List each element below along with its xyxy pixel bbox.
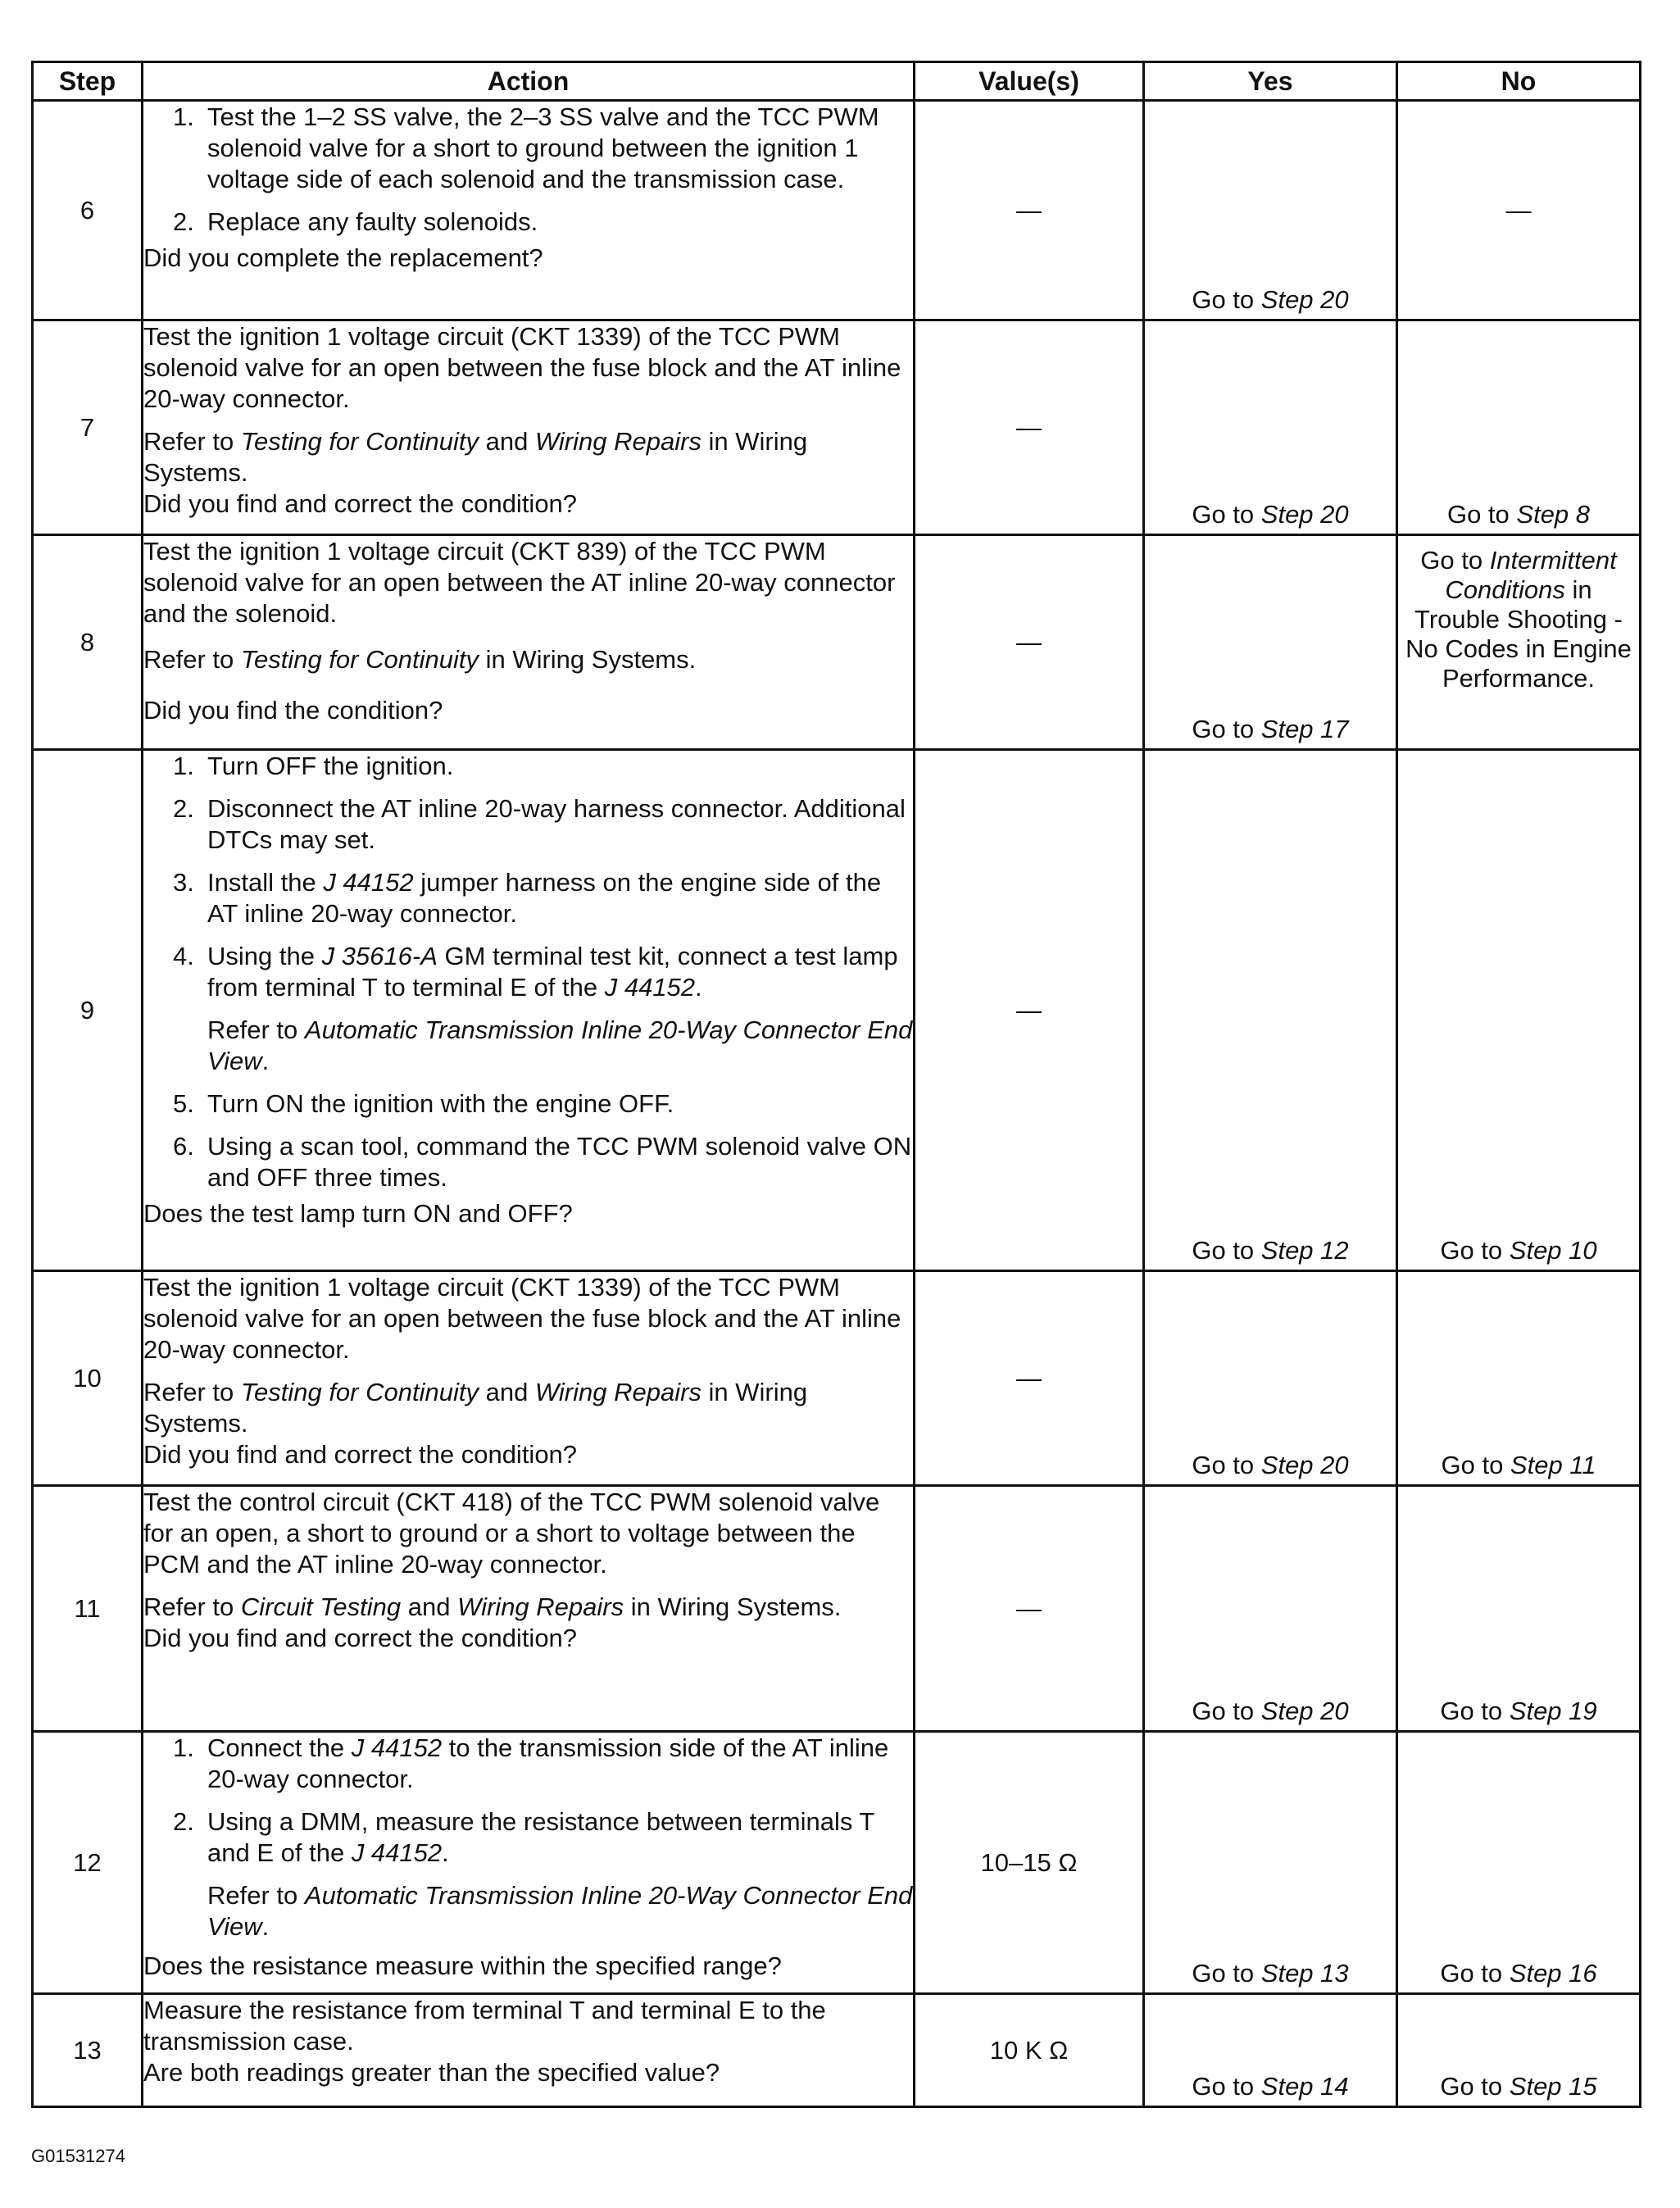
header-values: Value(s) xyxy=(915,62,1144,101)
action-list xyxy=(143,751,913,1193)
value-cell: — xyxy=(915,1486,1144,1732)
no-goto: Go to Step 10 xyxy=(1440,1236,1597,1265)
header-action: Action xyxy=(143,62,915,101)
header-step: Step xyxy=(33,62,143,101)
action-cell xyxy=(143,535,915,750)
action-text: Test the control circuit (CKT 418) of the TCC PWM solenoid valve for an open, a short to ground or a short to voltage between the PCM and the AT inline 20-way connector. xyxy=(143,1488,880,1579)
refer-text: Refer to Automatic Transmission Inline 20-Way Connector End View. xyxy=(207,1881,913,1941)
step-number: 13 xyxy=(33,1994,143,2107)
question-text: Did you find and correct the condition? xyxy=(143,1440,578,1469)
action-cell xyxy=(143,320,915,535)
yes-goto: Go to Step 20 xyxy=(1192,500,1349,529)
yes-goto: Go to Step 14 xyxy=(1192,2072,1349,2101)
list-item: 1. Turn OFF the ignition. xyxy=(173,752,454,780)
step-number: 11 xyxy=(33,1486,143,1732)
table-row xyxy=(33,535,1641,750)
yes-cell xyxy=(1144,535,1397,750)
question-text: Does the resistance measure within the specified range? xyxy=(143,1951,782,1980)
figure-id: G01531274 xyxy=(31,2146,125,2166)
value-cell: 10 K Ω xyxy=(915,1994,1144,2107)
question-text: Does the test lamp turn ON and OFF? xyxy=(143,1199,573,1228)
action-text: Test the ignition 1 voltage circuit (CKT 839) of the TCC PWM solenoid valve for an open between the AT inline 20-way connector and the solenoid. xyxy=(143,537,896,628)
value-cell: — xyxy=(915,535,1144,750)
table-row xyxy=(33,101,1641,320)
action-cell xyxy=(143,1486,915,1732)
header-row xyxy=(33,62,1641,101)
table-row xyxy=(33,1486,1641,1732)
yes-cell xyxy=(1144,750,1397,1271)
list-item: 2. Disconnect the AT inline 20-way harness connector. Additional DTCs may set. xyxy=(173,794,906,854)
list-item: 2. Using a DMM, measure the resistance between terminals T and E of the J 44152. Refer to Automatic Transmission Inline 20-Way Connector End View. xyxy=(173,1807,913,1941)
no-cell xyxy=(1397,1271,1641,1486)
no-cell xyxy=(1397,320,1641,535)
action-list xyxy=(143,1733,913,1942)
yes-cell xyxy=(1144,1271,1397,1486)
header-no: No xyxy=(1397,62,1641,101)
table-row xyxy=(33,750,1641,1271)
list-item: 1. Connect the J 44152 to the transmission side of the AT inline 20-way connector. xyxy=(173,1733,889,1793)
table-row xyxy=(33,320,1641,535)
question-text: Did you find and correct the condition? xyxy=(143,1624,578,1652)
refer-text: Refer to Circuit Testing and Wiring Repairs in Wiring Systems. xyxy=(143,1592,842,1621)
no-goto: Go to Intermittent Conditions in Trouble Shooting - No Codes in Engine Performance. xyxy=(1405,546,1632,693)
yes-cell xyxy=(1144,1486,1397,1732)
no-cell xyxy=(1397,1732,1641,1994)
table-row xyxy=(33,1271,1641,1486)
list-item: 6. Using a scan tool, command the TCC PWM solenoid valve ON and OFF three times. xyxy=(173,1132,912,1192)
yes-goto: Go to Step 20 xyxy=(1192,1451,1349,1479)
no-goto: Go to Step 16 xyxy=(1440,1959,1597,1988)
no-cell xyxy=(1397,750,1641,1271)
value-cell: — xyxy=(915,320,1144,535)
list-item: 2. Replace any faulty solenoids. xyxy=(173,207,538,236)
yes-cell xyxy=(1144,320,1397,535)
refer-text: Refer to Automatic Transmission Inline 20-Way Connector End View. xyxy=(207,1015,913,1075)
action-text: Measure the resistance from terminal T and terminal E to the transmission case. xyxy=(143,1996,826,2056)
no-cell xyxy=(1397,1486,1641,1732)
list-item: 5. Turn ON the ignition with the engine OFF. xyxy=(173,1089,674,1118)
refer-text: Refer to Testing for Continuity in Wiring Systems. xyxy=(143,645,697,674)
action-text: Test the ignition 1 voltage circuit (CKT 1339) of the TCC PWM solenoid valve for an open between the fuse block and the AT inline 20-way connector. xyxy=(143,1273,901,1364)
question-text: Did you complete the replacement? xyxy=(143,243,543,272)
yes-goto: Go to Step 12 xyxy=(1192,1236,1349,1265)
action-text: Test the ignition 1 voltage circuit (CKT 1339) of the TCC PWM solenoid valve for an open between the fuse block and the AT inline 20-way connector. xyxy=(143,322,901,413)
step-number: 10 xyxy=(33,1271,143,1486)
no-cell xyxy=(1397,535,1641,750)
value-cell: — xyxy=(915,1271,1144,1486)
question-text: Are both readings greater than the specified value? xyxy=(143,2058,720,2087)
header-yes: Yes xyxy=(1144,62,1397,101)
refer-text: Refer to Testing for Continuity and Wiring Repairs in Wiring Systems. xyxy=(143,427,808,487)
no-goto: Go to Step 19 xyxy=(1440,1697,1597,1725)
list-item: 4. Using the J 35616-A GM terminal test kit, connect a test lamp from terminal T to terminal E of the J 44152. Refer to Automatic Transmission Inline 20-Way Connector End View. xyxy=(173,942,913,1075)
value-cell: — xyxy=(915,750,1144,1271)
list-item: 1. Test the 1–2 SS valve, the 2–3 SS valve and the TCC PWM solenoid valve for a short to ground between the ignition 1 voltage side of each solenoid and the transmission case. xyxy=(173,102,879,193)
yes-cell xyxy=(1144,1732,1397,1994)
action-cell xyxy=(143,1732,915,1994)
no-cell: — xyxy=(1397,101,1641,320)
step-number: 12 xyxy=(33,1732,143,1994)
action-cell xyxy=(143,101,915,320)
value-cell: 10–15 Ω xyxy=(915,1732,1144,1994)
yes-goto: Go to Step 20 xyxy=(1192,1697,1349,1725)
no-goto: Go to Step 15 xyxy=(1440,2072,1597,2101)
table-row xyxy=(33,1732,1641,1994)
yes-cell xyxy=(1144,1994,1397,2107)
list-item: 3. Install the J 44152 jumper harness on the engine side of the AT inline 20-way connector. xyxy=(173,868,882,928)
step-number: 7 xyxy=(33,320,143,535)
step-number: 8 xyxy=(33,535,143,750)
refer-text: Refer to Testing for Continuity and Wiring Repairs in Wiring Systems. xyxy=(143,1378,808,1438)
yes-goto: Go to Step 20 xyxy=(1192,285,1349,314)
question-text: Did you find the condition? xyxy=(143,696,443,725)
step-number: 9 xyxy=(33,750,143,1271)
action-cell xyxy=(143,1994,915,2107)
no-cell xyxy=(1397,1994,1641,2107)
no-goto: Go to Step 8 xyxy=(1446,500,1591,529)
step-number: 6 xyxy=(33,101,143,320)
diagnostic-table xyxy=(31,61,1641,2108)
yes-goto: Go to Step 17 xyxy=(1192,715,1349,743)
action-cell xyxy=(143,1271,915,1486)
question-text: Did you find and correct the condition? xyxy=(143,489,578,518)
value-cell: — xyxy=(915,101,1144,320)
no-goto: Go to Step 11 xyxy=(1441,1451,1596,1479)
action-list xyxy=(143,102,913,238)
yes-goto: Go to Step 13 xyxy=(1192,1959,1349,1988)
action-cell xyxy=(143,750,915,1271)
table-row xyxy=(33,1994,1641,2107)
yes-cell xyxy=(1144,101,1397,320)
